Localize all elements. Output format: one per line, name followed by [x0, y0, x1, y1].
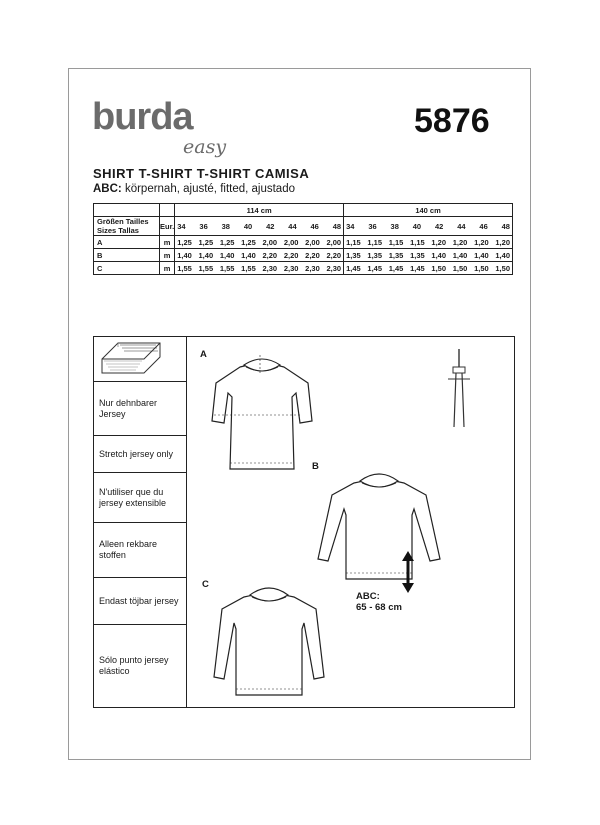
- table-cell: 1,40: [452, 250, 468, 260]
- size-header-cell: 48: [332, 221, 342, 231]
- fit-description: [93, 183, 295, 195]
- fabric-note: [94, 624, 186, 707]
- table-cell: 1,50: [452, 263, 468, 273]
- fabric-note-text: Nur dehnbarer Jersey: [99, 397, 158, 419]
- table-cell: 2,20: [262, 250, 278, 260]
- row-unit: m: [160, 236, 175, 249]
- unit-header: Eur.: [160, 217, 175, 236]
- size-header-cell: 40: [243, 221, 253, 231]
- table-cell: 1,20: [474, 237, 489, 247]
- table-cell: 2,20: [283, 250, 299, 260]
- table-cell: 1,35: [410, 250, 425, 260]
- table-cell: 1,50: [474, 263, 489, 273]
- size-header-cell: 44: [457, 221, 466, 231]
- size-header-cell: 36: [368, 221, 377, 231]
- table-cell: 1,45: [367, 263, 383, 273]
- row-values-w114: [175, 249, 344, 262]
- table-cell: 1,35: [346, 250, 361, 260]
- table-row: [94, 249, 513, 262]
- fabric-note: [94, 577, 186, 624]
- fabric-note: [94, 435, 186, 472]
- table-cell: 2,20: [326, 250, 342, 260]
- length-note-label: ABC:: [356, 591, 380, 602]
- table-cell: 2,00: [305, 237, 320, 247]
- table-cell: 2,30: [326, 263, 342, 273]
- row-view-label: B: [94, 249, 160, 262]
- table-cell: 1,35: [367, 250, 383, 260]
- table-cell: 2,00: [283, 237, 299, 247]
- fabric-fold-icon: [94, 337, 186, 381]
- size-header-140: [344, 217, 513, 236]
- view-c-shirt-drawing: [204, 577, 334, 707]
- view-label-c: C: [202, 579, 209, 590]
- length-note: [356, 591, 402, 613]
- fabric-requirements-table: [93, 203, 513, 275]
- size-header-cell: 46: [310, 221, 319, 231]
- table-corner: [94, 204, 160, 217]
- views-panel: [93, 336, 515, 708]
- table-cell: 1,50: [431, 263, 447, 273]
- size-header-cell: 42: [266, 221, 275, 231]
- size-header-cell: 38: [390, 221, 399, 231]
- table-cell: 1,55: [198, 263, 214, 273]
- table-cell: 1,15: [388, 237, 404, 247]
- table-cell: 1,45: [388, 263, 404, 273]
- row-unit: m: [160, 262, 175, 275]
- table-cell: 1,20: [431, 237, 447, 247]
- twin-needle-icon: [444, 349, 474, 433]
- table-row: [94, 236, 513, 249]
- table-cell: 2,30: [262, 263, 278, 273]
- table-cell: 2,30: [305, 263, 320, 273]
- table-cell: 1,35: [388, 250, 404, 260]
- table-cell: 1,50: [495, 263, 510, 273]
- table-cell: 1,40: [177, 250, 192, 260]
- brand-logo: burda: [92, 96, 193, 138]
- size-header-114: [175, 217, 344, 236]
- table-cell: 1,45: [410, 263, 425, 273]
- size-header-line1: Größen Tailles: [97, 217, 149, 226]
- size-header-cell: 36: [199, 221, 208, 231]
- table-cell: 1,25: [198, 237, 214, 247]
- fit-label: ABC:: [93, 183, 122, 195]
- table-cell: 1,55: [219, 263, 235, 273]
- view-label-b: B: [312, 461, 319, 472]
- table-cell: 1,20: [452, 237, 468, 247]
- fit-text: körpernah, ajusté, fitted, ajustado: [121, 183, 295, 195]
- size-header-cell: 44: [288, 221, 297, 231]
- table-cell: 1,55: [241, 263, 256, 273]
- table-cell: 1,25: [219, 237, 235, 247]
- table-cell: 1,25: [177, 237, 192, 247]
- table-cell: 1,15: [410, 237, 425, 247]
- fabric-note-text: Endast töjbar jersey: [99, 595, 179, 606]
- pattern-number: 5876: [414, 102, 490, 140]
- fabric-note-text: N'utiliser que du jersey extensible: [99, 486, 167, 508]
- fabric-note: [94, 381, 186, 435]
- table-unit-corner: [160, 204, 175, 217]
- view-label-a: A: [200, 349, 207, 360]
- size-header-label: [94, 217, 160, 236]
- table-cell: 2,30: [283, 263, 299, 273]
- table-cell: 1,40: [198, 250, 214, 260]
- table-cell: 2,00: [326, 237, 342, 247]
- table-cell: 1,40: [474, 250, 489, 260]
- row-view-label: A: [94, 236, 160, 249]
- row-view-label: C: [94, 262, 160, 275]
- table-cell: 1,40: [219, 250, 235, 260]
- length-arrow-icon: [400, 549, 416, 595]
- table-cell: 1,20: [495, 237, 510, 247]
- fabric-note-text: Alleen rekbare stoffen: [99, 539, 158, 560]
- fabric-note: [94, 472, 186, 522]
- width-group-114: 114 cm: [175, 204, 344, 217]
- table-cell: 2,20: [305, 250, 320, 260]
- fabric-note: [94, 522, 186, 577]
- row-values-w140: [344, 249, 513, 262]
- size-header-cell: 34: [346, 221, 355, 231]
- table-cell: 2,00: [262, 237, 278, 247]
- size-header-cell: 46: [479, 221, 488, 231]
- row-unit: m: [160, 249, 175, 262]
- row-values-w140: [344, 262, 513, 275]
- table-cell: 1,40: [431, 250, 447, 260]
- table-cell: 1,55: [177, 263, 192, 273]
- fabric-note-text: Sólo punto jersey elástico: [99, 655, 169, 676]
- fabric-note-text: Stretch jersey only: [99, 448, 174, 459]
- width-group-140: 140 cm: [344, 204, 513, 217]
- row-values-w140: [344, 236, 513, 249]
- view-b-shirt-drawing: [314, 463, 444, 593]
- table-cell: 1,40: [495, 250, 510, 260]
- brand-logo-sub: easy: [183, 136, 227, 158]
- table-row: [94, 262, 513, 275]
- row-values-w114: [175, 236, 344, 249]
- size-header-cell: 48: [501, 221, 510, 231]
- table-cell: 1,45: [346, 263, 361, 273]
- size-header-cell: 34: [177, 221, 186, 231]
- table-cell: 1,15: [346, 237, 361, 247]
- view-a-shirt-drawing: [202, 349, 322, 479]
- size-header-cell: 38: [221, 221, 230, 231]
- size-header-cell: 42: [434, 221, 444, 231]
- garment-title: SHIRT T-SHIRT T-SHIRT CAMISA: [93, 166, 310, 181]
- table-cell: 1,15: [367, 237, 383, 247]
- table-cell: 1,40: [241, 250, 256, 260]
- length-note-value: 65 - 68 cm: [356, 602, 402, 613]
- row-values-w114: [175, 262, 344, 275]
- table-cell: 1,25: [241, 237, 256, 247]
- fabric-icon-cell: [94, 337, 186, 381]
- size-header-line2: Sizes Tallas: [97, 226, 139, 235]
- size-header-cell: 40: [412, 221, 422, 231]
- fabric-notes-column: [94, 337, 187, 707]
